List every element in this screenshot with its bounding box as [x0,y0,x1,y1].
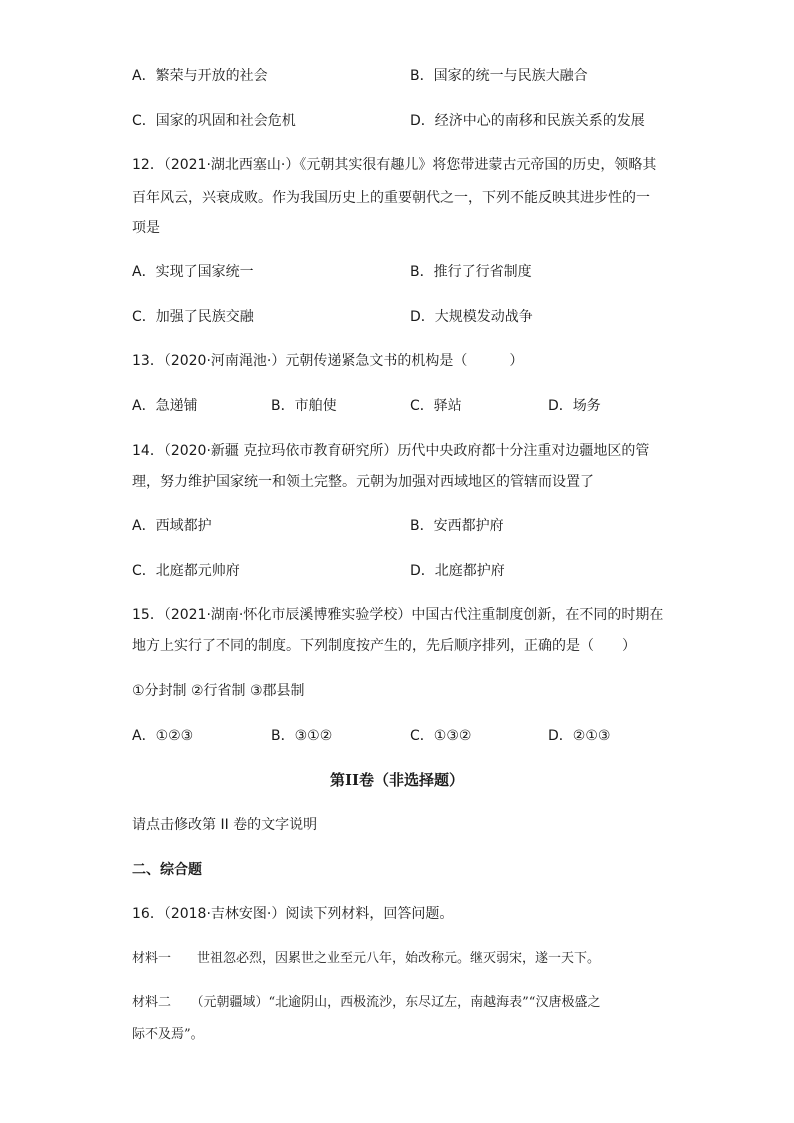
q14-option-c: C．北庭都元帅府 [132,563,240,579]
q12-option-d: D．大规模发动战争 [410,309,533,325]
q14-option-b: B．安西都护府 [410,518,504,534]
q13-stem: 13．（2020·河南渑池·）元朝传递紧急文书的机构是（ ） [132,353,524,369]
q16-material2-line2: 际不及焉”。 [132,1027,204,1042]
q14-option-a: A．西域都护 [132,518,212,534]
q14-option-d: D．北庭都护府 [410,563,505,579]
q13-option-a: A．急递铺 [132,398,198,414]
q16-material2-line1: 材料二 （元朝疆域）“北逾阴山，西极流沙，东尽辽左，南越海表”“汉唐极盛之 [132,995,601,1010]
q15-option-c: C．①③② [410,728,472,744]
q12-stem-line1: 12．（2021·湖北西塞山·）《元朝其实很有趣儿》将您带进蒙古元帝国的历史，领略其 [132,157,657,173]
q13-option-b: B．市舶使 [271,398,337,414]
q15-stem-line2: 地方上实行了不同的制度。下列制度按产生的，先后顺序排列，正确的是（ ） [132,638,636,654]
q11-option-d: D．经济中心的南移和民族关系的发展 [410,113,645,129]
q11-option-c: C．国家的巩固和社会危机 [132,113,296,129]
q15-stem-line1: 15．（2021·湖南·怀化市辰溪博雅实验学校）中国古代注重制度创新，在不同的时期在 [132,607,664,623]
q16-material1: 材料一 世祖忽必烈，因累世之业至元八年，始改称元。继灭弱宋，遂一天下。 [132,951,601,966]
q13-option-d: D．场务 [548,398,601,414]
volume2-note: 请点击修改第 II 卷的文字说明 [132,817,318,833]
q13-option-c: C．驿站 [410,398,462,414]
q14-stem-line1: 14．（2020·新疆 克拉玛依市教育研究所）历代中央政府都十分注重对边疆地区的管 [132,443,650,459]
q14-stem-line2: 理，努力维护国家统一和领土完整。元朝为加强对西域地区的管辖而设置了 [132,474,594,490]
q11-option-a: A．繁荣与开放的社会 [132,68,268,84]
q15-option-b: B．③①② [271,728,333,744]
q12-option-a: A．实现了国家统一 [132,264,254,280]
q12-stem-line2: 百年风云，兴衰成败。作为我国历史上的重要朝代之一，下列不能反映其进步性的一 [132,190,650,206]
q15-option-a: A．①②③ [132,728,194,744]
q12-option-c: C．加强了民族交融 [132,309,254,325]
volume2-title: 第II卷（非选择题） [329,771,465,789]
q15-option-d: D．②①③ [548,728,611,744]
section-heading: 二、综合题 [132,862,202,878]
q11-option-b: B．国家的统一与民族大融合 [410,68,588,84]
q15-items: ①分封制 ②行省制 ③郡县制 [132,683,305,699]
q12-option-b: B．推行了行省制度 [410,264,532,280]
q16-stem: 16．（2018·吉林安图·）阅读下列材料，回答问题。 [132,906,454,922]
q12-stem-line3: 项是 [132,220,160,236]
